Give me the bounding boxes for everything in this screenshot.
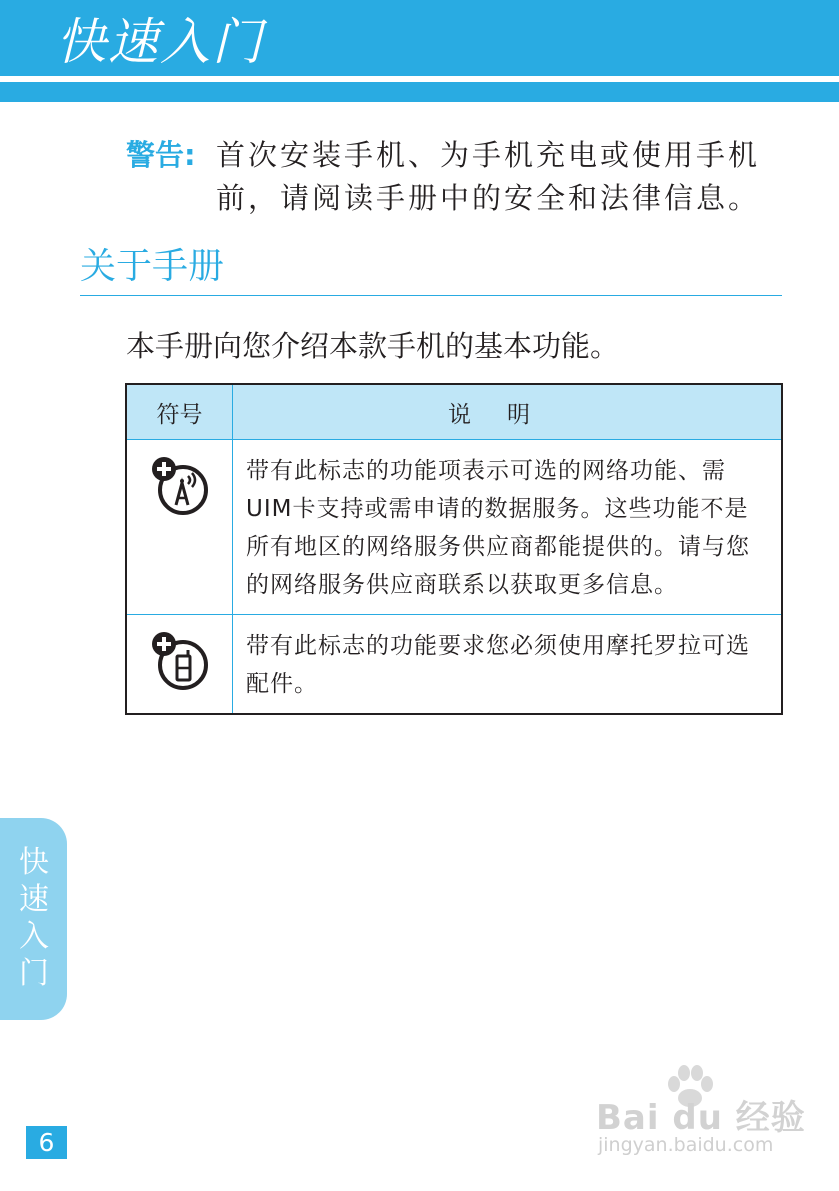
warning-label: 警告: — [126, 138, 196, 172]
header-bar — [0, 0, 839, 76]
table-header-symbol: 符号 — [126, 384, 233, 440]
side-tab-label: 快速入门 — [19, 845, 49, 991]
table-cell-symbol — [126, 615, 233, 715]
symbols-table — [125, 383, 783, 715]
section-divider — [80, 295, 782, 296]
watermark-url: jingyan.baidu.com — [598, 1134, 774, 1156]
network-feature-icon — [149, 454, 211, 516]
table-cell-symbol — [126, 440, 233, 615]
page-number: 6 — [26, 1126, 67, 1159]
baidu-watermark — [590, 1064, 806, 1164]
table-cell-description: 带有此标志的功能要求您必须使用摩托罗拉可选配件。 — [233, 615, 783, 715]
table-row — [126, 615, 782, 715]
section-heading: 关于手册 — [80, 246, 225, 287]
section-intro: 本手册向您介绍本款手机的基本功能。 — [126, 329, 620, 363]
table-cell-description: 带有此标志的功能项表示可选的网络功能、需UIM卡支持或需申请的数据服务。这些功能不是所有地区的网络服务供应商都能提供的。请与您的网络服务供应商联系以获取更多信息。 — [233, 440, 783, 615]
watermark-brand: Bai du 经验 — [596, 1098, 806, 1138]
side-chapter-tab — [0, 818, 67, 1020]
warning-text: 首次安装手机、为手机充电或使用手机前，请阅读手册中的安全和法律信息。 — [216, 138, 761, 215]
table-row — [126, 440, 782, 615]
page-title: 快速入门 — [56, 13, 264, 71]
header-stripe — [0, 82, 839, 102]
accessory-feature-icon — [149, 629, 211, 691]
table-header-row — [126, 384, 782, 440]
table-header-description: 说明 — [233, 384, 783, 440]
